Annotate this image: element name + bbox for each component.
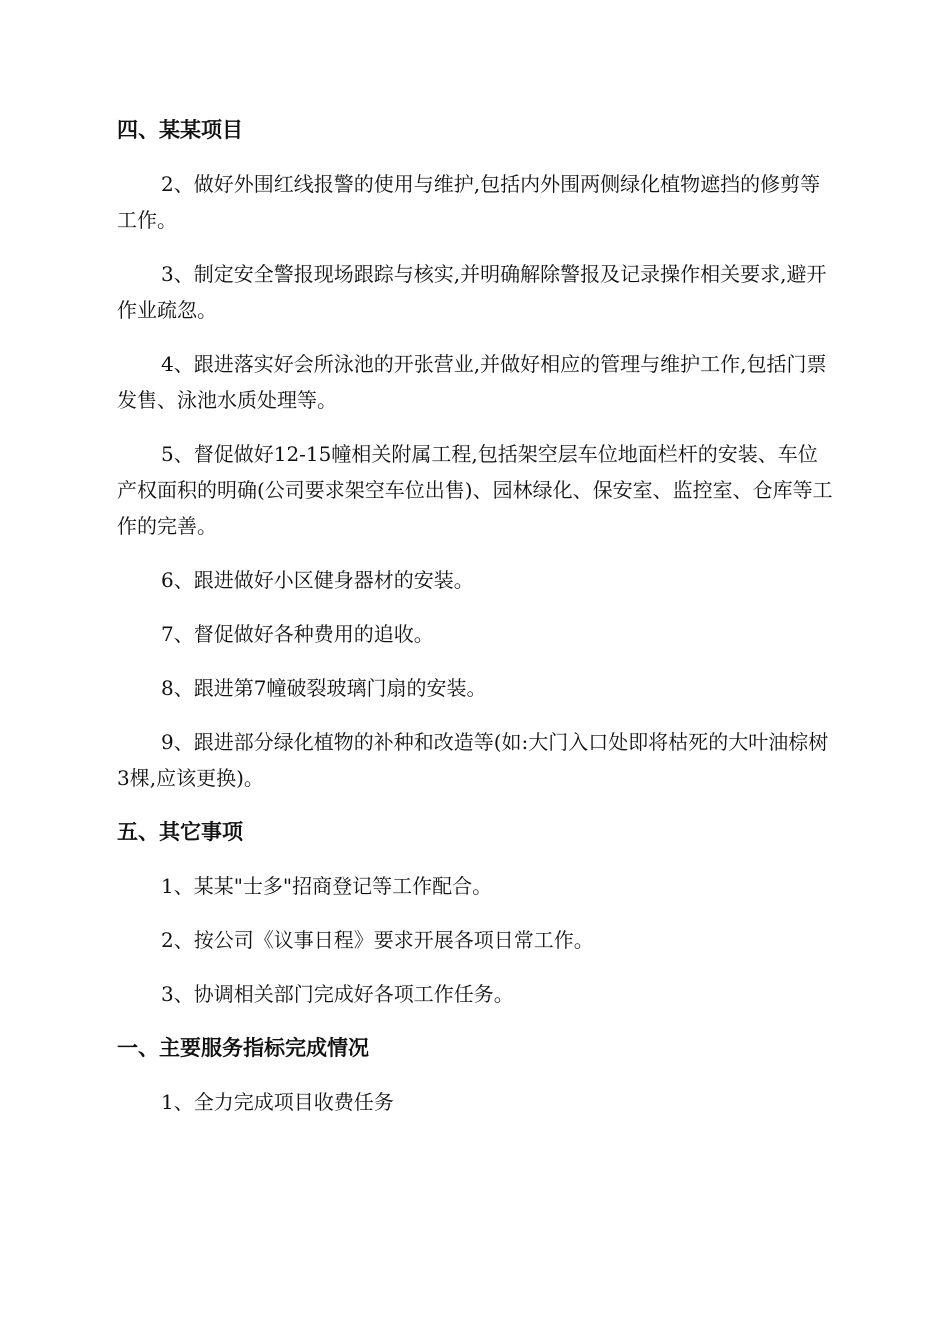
section-heading-4: 四、某某项目 bbox=[117, 118, 243, 142]
paragraph-item: 1、某某"士多"招商登记等工作配合。 bbox=[161, 874, 493, 898]
paragraph-item: 7、督促做好各种费用的追收。 bbox=[161, 622, 434, 646]
paragraph-item: 9、跟进部分绿化植物的补种和改造等(如:大门入口处即将枯死的大叶油棕树3棵,应该更换)。 bbox=[117, 730, 829, 790]
paragraph-item: 2、按公司《议事日程》要求开展各项日常工作。 bbox=[161, 928, 594, 952]
paragraph-item: 5、督促做好12-15幢相关附属工程,包括架空层车位地面栏杆的安装、车位产权面积的明确(公司要求架空车位出售)、园林绿化、保安室、监控室、仓库等工作的完善。 bbox=[117, 442, 833, 538]
section-heading-5: 五、其它事项 bbox=[117, 820, 243, 844]
paragraph-item: 6、跟进做好小区健身器材的安装。 bbox=[161, 568, 474, 592]
paragraph-item: 3、制定安全警报现场跟踪与核实,并明确解除警报及记录操作相关要求,避开作业疏忽。 bbox=[117, 262, 827, 322]
paragraph-item: 2、做好外围红线报警的使用与维护,包括内外围两侧绿化植物遮挡的修剪等工作。 bbox=[117, 172, 821, 232]
paragraph-item: 3、协调相关部门完成好各项工作任务。 bbox=[161, 982, 514, 1006]
paragraph-item: 8、跟进第7幢破裂玻璃门扇的安装。 bbox=[161, 676, 487, 700]
paragraph-item: 1、全力完成项目收费任务 bbox=[161, 1090, 394, 1114]
document-body bbox=[117, 112, 833, 1120]
section-heading-1: 一、主要服务指标完成情况 bbox=[117, 1036, 369, 1060]
paragraph-item: 4、跟进落实好会所泳池的开张营业,并做好相应的管理与维护工作,包括门票发售、泳池水质处理等。 bbox=[117, 352, 827, 412]
